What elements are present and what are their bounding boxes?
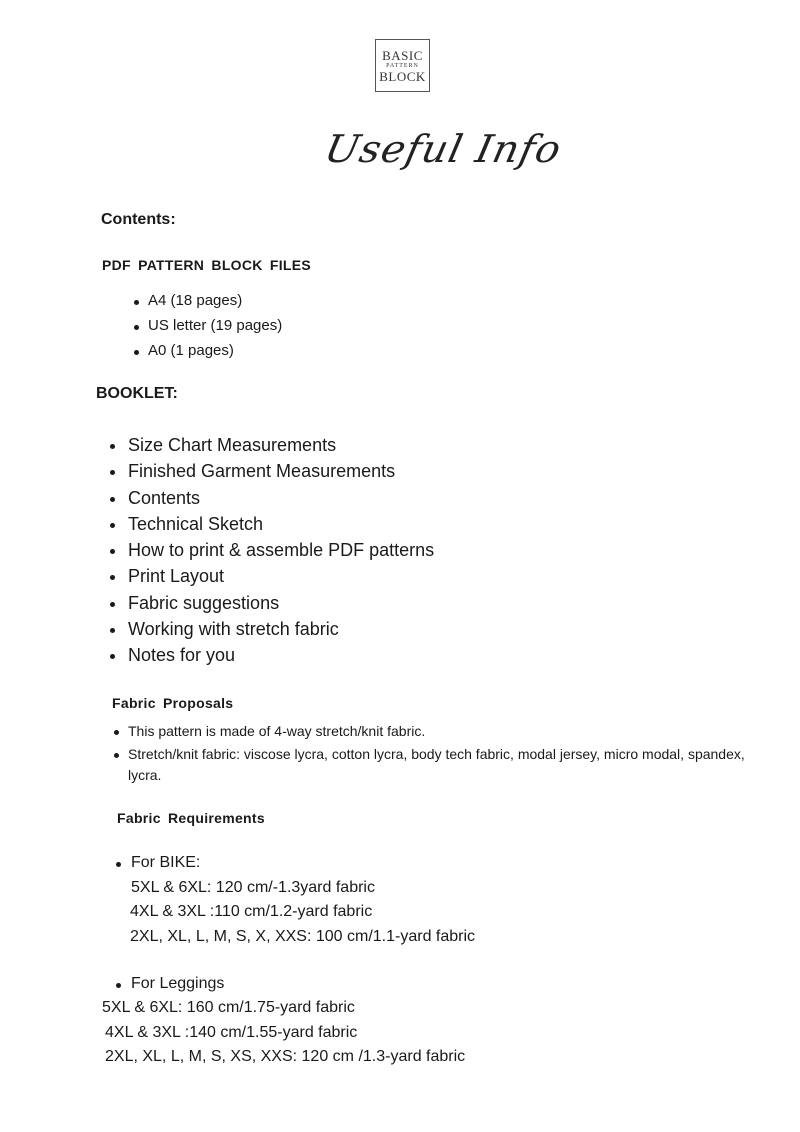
leggings-line: 2XL, XL, L, M, S, XS, XXS: 120 cm /1.3-yard fabric [105,1048,466,1065]
booklet-list [110,435,434,672]
list-item: Size Chart Measurements [110,435,434,461]
leggings-line: 5XL & 6XL: 160 cm/1.75-yard fabric [102,999,355,1016]
bike-label: For BIKE: [116,854,475,879]
list-item: US letter (19 pages) [134,317,282,342]
list-item: This pattern is made of 4-way stretch/knit fabric. [114,721,754,742]
list-item: A0 (1 pages) [134,342,282,367]
fabric-proposals-list [114,721,754,788]
brand-logo [375,39,430,92]
bike-line: 5XL & 6XL: 120 cm/-1.3yard fabric [131,878,375,896]
list-item: Stretch/knit fabric: viscose lycra, cotton lycra, body tech fabric, modal jersey, micro modal, spandex, lycra. [114,744,754,786]
list-item: Notes for you [110,645,434,671]
pdf-file-list [134,292,282,367]
logo-line-3: BLOCK [379,68,426,84]
logo-line-2: PATTERN [386,62,419,69]
list-item: How to print & assemble PDF patterns [110,540,434,566]
bike-line: 2XL, XL, L, M, S, X, XXS: 100 cm/1.1-yard fabric [130,927,476,945]
list-item: Print Layout [110,566,434,592]
leggings-label: For Leggings [116,975,224,1000]
list-item: Working with stretch fabric [110,619,434,645]
bike-line: 4XL & 3XL :110 cm/1.2-yard fabric [130,903,373,920]
fabric-proposals-heading: Fabric Proposals [112,695,234,711]
leggings-line: 4XL & 3XL :140 cm/1.55-yard fabric [105,1023,358,1041]
list-item: Technical Sketch [110,514,434,540]
logo-line-1: BASIC [382,47,423,63]
contents-heading: Contents: [101,211,176,228]
leggings-lines [102,999,465,1073]
fabric-requirements-heading: Fabric Requirements [117,810,265,826]
list-item: A4 (18 pages) [134,292,282,317]
bike-requirements [116,854,475,952]
pdf-heading: PDF PATTERN BLOCK FILES [102,257,312,273]
booklet-heading: BOOKLET: [96,385,178,402]
list-item: Contents [110,488,434,514]
list-item: Finished Garment Measurements [110,461,434,487]
page-title: Useful Info [320,128,566,172]
leggings-requirements [116,975,224,1000]
list-item: Fabric suggestions [110,593,434,619]
